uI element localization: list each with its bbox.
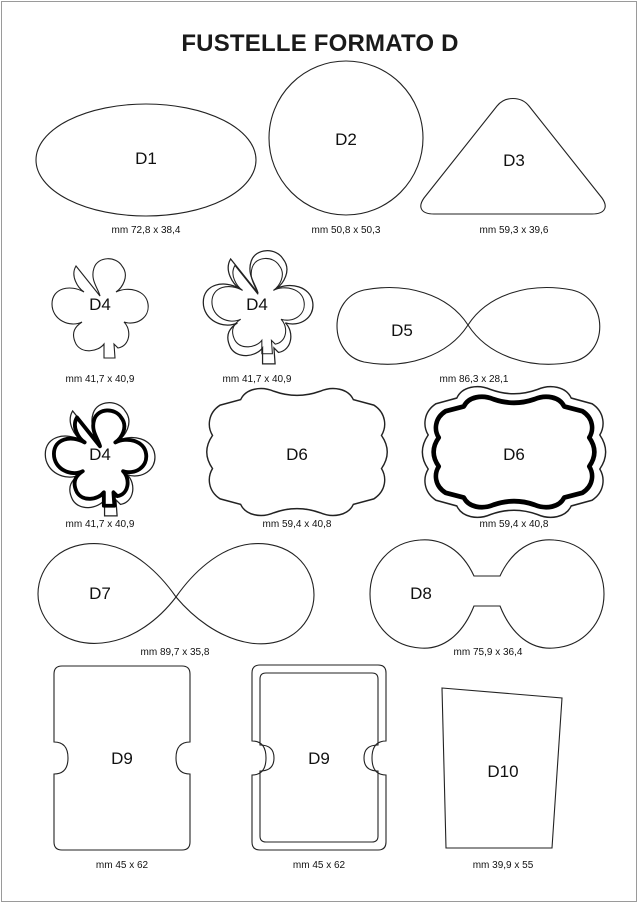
size-d6-a: mm 59,4 x 40,8 [262,519,332,530]
shape-d5 [337,288,600,365]
label-d9-b: D9 [308,749,330,768]
size-d7: mm 89,7 x 35,8 [140,647,210,658]
size-d9-b: mm 45 x 62 [292,860,346,871]
size-d2: mm 50,8 x 50,3 [311,225,381,236]
label-d3: D3 [503,151,525,170]
label-d2: D2 [335,130,357,149]
size-d9-a: mm 45 x 62 [95,860,149,871]
size-d3: mm 59,3 x 39,6 [479,225,549,236]
size-d8: mm 75,9 x 36,4 [453,647,523,658]
size-d4-b: mm 41,7 x 40,9 [222,374,292,385]
size-d6-b: mm 59,4 x 40,8 [479,519,549,530]
label-d4-c: D4 [89,445,111,464]
label-d1: D1 [135,149,157,168]
label-d4-a: D4 [89,295,111,314]
label-d9-a: D9 [111,749,133,768]
size-d4-a: mm 41,7 x 40,9 [65,374,135,385]
label-d10: D10 [487,762,519,781]
label-d4-b: D4 [246,295,268,314]
page-title: FUSTELLE FORMATO D [181,30,459,57]
label-d5: D5 [391,321,413,340]
label-d6-b: D6 [503,445,525,464]
label-d6-a: D6 [286,445,308,464]
size-d1: mm 72,8 x 38,4 [111,225,181,236]
size-d10: mm 39,9 x 55 [472,860,534,871]
label-d7: D7 [89,584,111,603]
size-d4-c: mm 41,7 x 40,9 [65,519,135,530]
label-d8: D8 [410,584,432,603]
shape-d7 [38,544,314,644]
size-d5: mm 86,3 x 28,1 [439,374,509,385]
shape-d8 [370,540,604,648]
